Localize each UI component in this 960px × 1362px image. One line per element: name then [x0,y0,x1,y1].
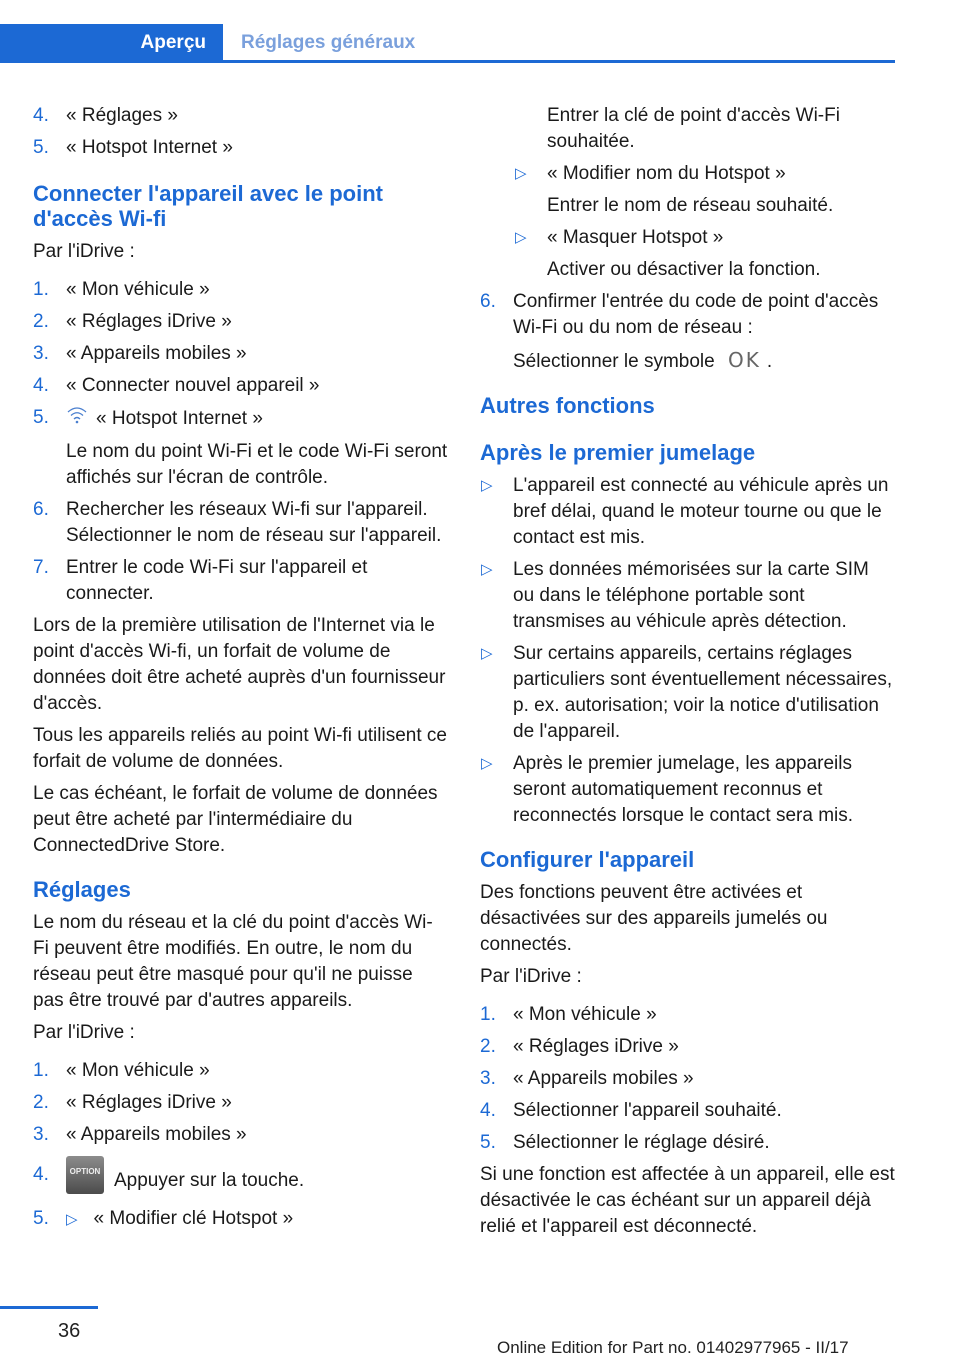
list-item [480,289,895,375]
item-text: « Réglages iDrive » [66,1092,232,1113]
item-text: Sélectionner le réglage désiré. [513,1132,770,1153]
item-text: Sélectionner l'appareil souhaité. [513,1100,782,1121]
item-text: « Connecter nouvel appareil » [66,375,320,396]
item-number: 2. [33,311,49,332]
list-item [480,473,895,551]
item-text: « Hotspot Internet » [96,408,263,430]
bullet-triangle-icon: ▷ [481,645,493,662]
page-number: 36 [58,1320,81,1342]
edition-note: Online Edition for Part no. 01402977965 - II/17 [497,1338,849,1357]
list-item [33,1162,448,1200]
footer-rule [0,1306,98,1309]
item-text: « Masquer Hotspot » [547,227,724,248]
bullet-triangle-icon: ▷ [481,477,493,494]
section-title-pairing: Après le premier jumelage [480,440,756,465]
paragraph: Lors de la première utilisation de l'Internet via le point d'accès Wi-fi, un forfait de volume de données doit être acheté auprès d'un fournisseur d'accès. [33,615,446,714]
item-text: Sur certains appareils, certains réglages particuliers sont éventuellement nécessaires, p. ex. autorisation; voir la notice d'utilisation de l'appareil. [513,643,893,742]
paragraph: Le nom du réseau et la clé du point d'accès Wi-Fi peuvent être modifiés. En outre, le nom du réseau peut être masqué pour qu'il ne puisse pas être trouvé par d'autres appareils. [33,912,433,1011]
right-column [480,103,895,1246]
list-item [33,1206,448,1233]
list-item [33,497,448,549]
item-number: 7. [33,557,49,578]
item-text: Les données mémorisées sur la carte SIM ou dans le téléphone portable sont transmises au véhicule après détection. [513,559,869,632]
item-text: « Réglages iDrive » [66,311,232,332]
list-item [33,277,448,303]
intro-text: Par l'iDrive : [33,1022,135,1043]
item-number: 5. [33,1208,49,1229]
intro-text: Par l'iDrive : [33,241,135,262]
list-item [480,1130,895,1156]
item-number: 1. [33,1060,49,1081]
list-item [480,641,895,745]
option-button-icon [66,1156,104,1194]
item-number: 5. [33,137,49,158]
item-text: Entrer le code Wi-Fi sur l'appareil et connecter. [66,557,368,604]
item-number: 3. [480,1068,496,1089]
list-item [480,1002,895,1028]
item-number: 2. [33,1092,49,1113]
bullet-triangle-icon: ▷ [515,229,527,246]
item-subtext: Entrer le nom de réseau souhaité. [547,195,834,216]
bullet-triangle-icon: ▷ [481,561,493,578]
list-item [33,341,448,367]
item-number: 6. [480,291,496,312]
item-number: 5. [480,1132,496,1153]
intro-text: Par l'iDrive : [480,966,582,987]
item-number: 4. [33,375,49,396]
item-text: « Mon véhicule » [513,1004,657,1025]
item-number: 4. [33,1164,49,1185]
list-item [33,1058,448,1084]
option-button-label: OPTION [69,1167,101,1176]
list-item [33,135,448,161]
item-text: Après le premier jumelage, les appareils seront automatiquement reconnus et reconnectés lorsque le contact sera mis. [513,753,854,826]
item-number: 3. [33,1124,49,1145]
item-number: 6. [33,499,49,520]
item-text: Appuyer sur la touche. [114,1170,305,1192]
item-number: 4. [480,1100,496,1121]
list-item [480,751,895,829]
list-item [33,1090,448,1116]
bullet-triangle-icon: ▷ [66,1211,78,1228]
section-title-connect: Connecter l'appareil avec le point d'accès Wi-fi [33,181,384,231]
item-text: « Mon véhicule » [66,1060,210,1081]
list-item [480,1034,895,1060]
list-item [33,1122,448,1148]
paragraph: Si une fonction est affectée à un appareil, elle est désactivée le cas échéant sur un appareil déjà relié et l'appareil est déconnecté. [480,1164,895,1237]
item-number: 5. [33,407,49,428]
item-number: 3. [33,343,49,364]
item-text: « Mon véhicule » [66,279,210,300]
item-number: 4. [33,105,49,126]
item-text: « Modifier nom du Hotspot » [547,163,786,184]
item-text: « Réglages iDrive » [513,1036,679,1057]
continued-text: Entrer la clé de point d'accès Wi-Fi souhaitée. [547,105,840,152]
bullet-triangle-icon: ▷ [515,165,527,182]
list-item [33,373,448,399]
item-text: Confirmer l'entrée du code de point d'accès Wi-Fi ou du nom de réseau : [513,291,879,338]
item-text: Rechercher les réseaux Wi-fi sur l'appareil. Sélectionner le nom de réseau sur l'appareil. [66,499,442,546]
item-text: « Appareils mobiles » [66,1124,247,1145]
item-subtext: Le nom du point Wi-Fi et le code Wi-Fi seront affichés sur l'écran de contrôle. [66,441,448,488]
list-item [514,225,895,283]
item-subtext: Sélectionner le symbole [513,351,715,372]
paragraph: Le cas échéant, le forfait de volume de données peut être acheté par l'intermédiaire du ConnectedDrive Store. [33,783,438,856]
list-item [514,161,895,219]
tab-apercu[interactable]: Aperçu [0,24,223,62]
list-item [480,557,895,635]
page-header [0,0,960,62]
list-item [480,1098,895,1124]
list-item [33,309,448,335]
item-number: 2. [480,1036,496,1057]
paragraph: Des fonctions peuvent être activées et désactivées sur des appareils jumelés ou connectés. [480,882,828,955]
item-text: « Hotspot Internet » [66,137,233,158]
ok-icon: OK [728,348,761,372]
item-text: L'appareil est connecté au véhicule après un bref délai, quand le moteur tourne ou que le contact est mis. [513,475,889,548]
item-text: « Appareils mobiles » [66,343,247,364]
item-number: 1. [33,279,49,300]
wifi-icon [66,405,88,433]
tab-reglages-generaux[interactable]: Réglages généraux [241,32,416,53]
item-text: « Réglages » [66,105,178,126]
section-title-settings: Réglages [33,877,131,902]
list-item [33,405,448,491]
list-item [480,1066,895,1092]
section-title-other: Autres fonctions [480,393,655,418]
list-item [33,555,448,607]
header-rule [0,60,895,63]
paragraph: Tous les appareils reliés au point Wi-fi utilisent ce forfait de volume de données. [33,725,447,772]
bullet-triangle-icon: ▷ [481,755,493,772]
item-subtext-suffix: . [766,351,773,372]
section-title-configure: Configurer l'appareil [480,847,695,872]
left-column [33,103,448,1239]
list-item [33,103,448,129]
item-number: 1. [480,1004,496,1025]
item-text: « Modifier clé Hotspot » [93,1208,294,1229]
item-subtext: Activer ou désactiver la fonction. [547,259,821,280]
item-text: « Appareils mobiles » [513,1068,694,1089]
